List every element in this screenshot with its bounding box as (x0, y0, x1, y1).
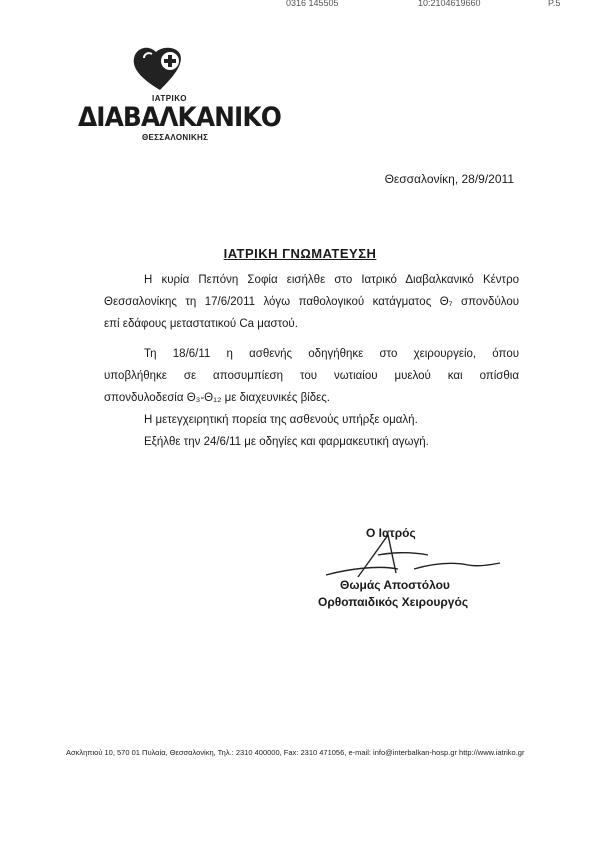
paragraph-1-line-1: Η κυρία Πεπόνη Σοφία εισήλθε στο Ιατρικό Διαβαλκανικό Κέντρο (144, 274, 519, 286)
signature-role: Ο Ιατρός (366, 526, 416, 540)
paragraph-2-line-1: Τη 18/6/11 η ασθενής οδηγήθηκε στο χειρουργείο, όπου (144, 348, 519, 360)
paragraph-3: Η μετεγχειρητική πορεία της ασθενούς υπήρξε ομαλή. (144, 414, 418, 426)
paragraph-2-line-2: υποβλήθηκε σε αποσυμπίεση του νωτιαίου μυελού και οπίσθια (104, 370, 519, 382)
logo-top-text: ΙΑΤΡΙΚΟ (152, 94, 187, 103)
paragraph-4: Εξήλθε την 24/6/11 με οδηγίες και φαρμακευτική αγωγή. (144, 436, 429, 448)
fax-header-middle: 10:2104619660 (418, 0, 481, 8)
signature-name: Θωμάς Αποστόλου (340, 578, 450, 592)
paragraph-1-line-2: Θεσσαλονίκης τη 17/6/2011 λόγω παθολογικού κατάγματος Θ₇ σπονδύλου (104, 296, 519, 308)
document-footer: Ασκληπιού 10, 570 01 Πυλαία, Θεσσαλονίκη, Τηλ.: 2310 400000, Fax: 2310 471056, e-mail: info@interbalkan-hosp.gr http://www.iatriko.gr (66, 748, 525, 757)
fax-header (0, 0, 600, 12)
fax-header-left: 0316 145505 (286, 0, 339, 8)
document-title: ΙΑΤΡΙΚΗ ΓΝΩΜΑΤΕΥΣΗ (223, 246, 377, 261)
fax-header-right: P.5 (548, 0, 561, 8)
paragraph-2-line-3: σπονδυλοδεσία Θ₃-Θ₁₂ με διαχευνικές βίδες. (104, 392, 331, 404)
logo-brand-text: ΔΙΑΒΑΛΚΑΝΙΚΟ (78, 102, 281, 133)
paragraph-1-line-3: επί εδάφους μεταστατικού Ca μαστού. (104, 318, 298, 330)
document-date: Θεσσαλονίκη, 28/9/2011 (384, 172, 514, 186)
logo-bottom-text: ΘΕΣΣΑΛΟΝΙΚΗΣ (142, 133, 209, 142)
handwritten-signature (318, 525, 508, 585)
document-body (104, 269, 519, 453)
heart-cross-icon (130, 44, 190, 94)
signature-specialty: Ορθοπαιδικός Χειρουργός (318, 595, 469, 609)
hospital-logo (70, 44, 281, 144)
